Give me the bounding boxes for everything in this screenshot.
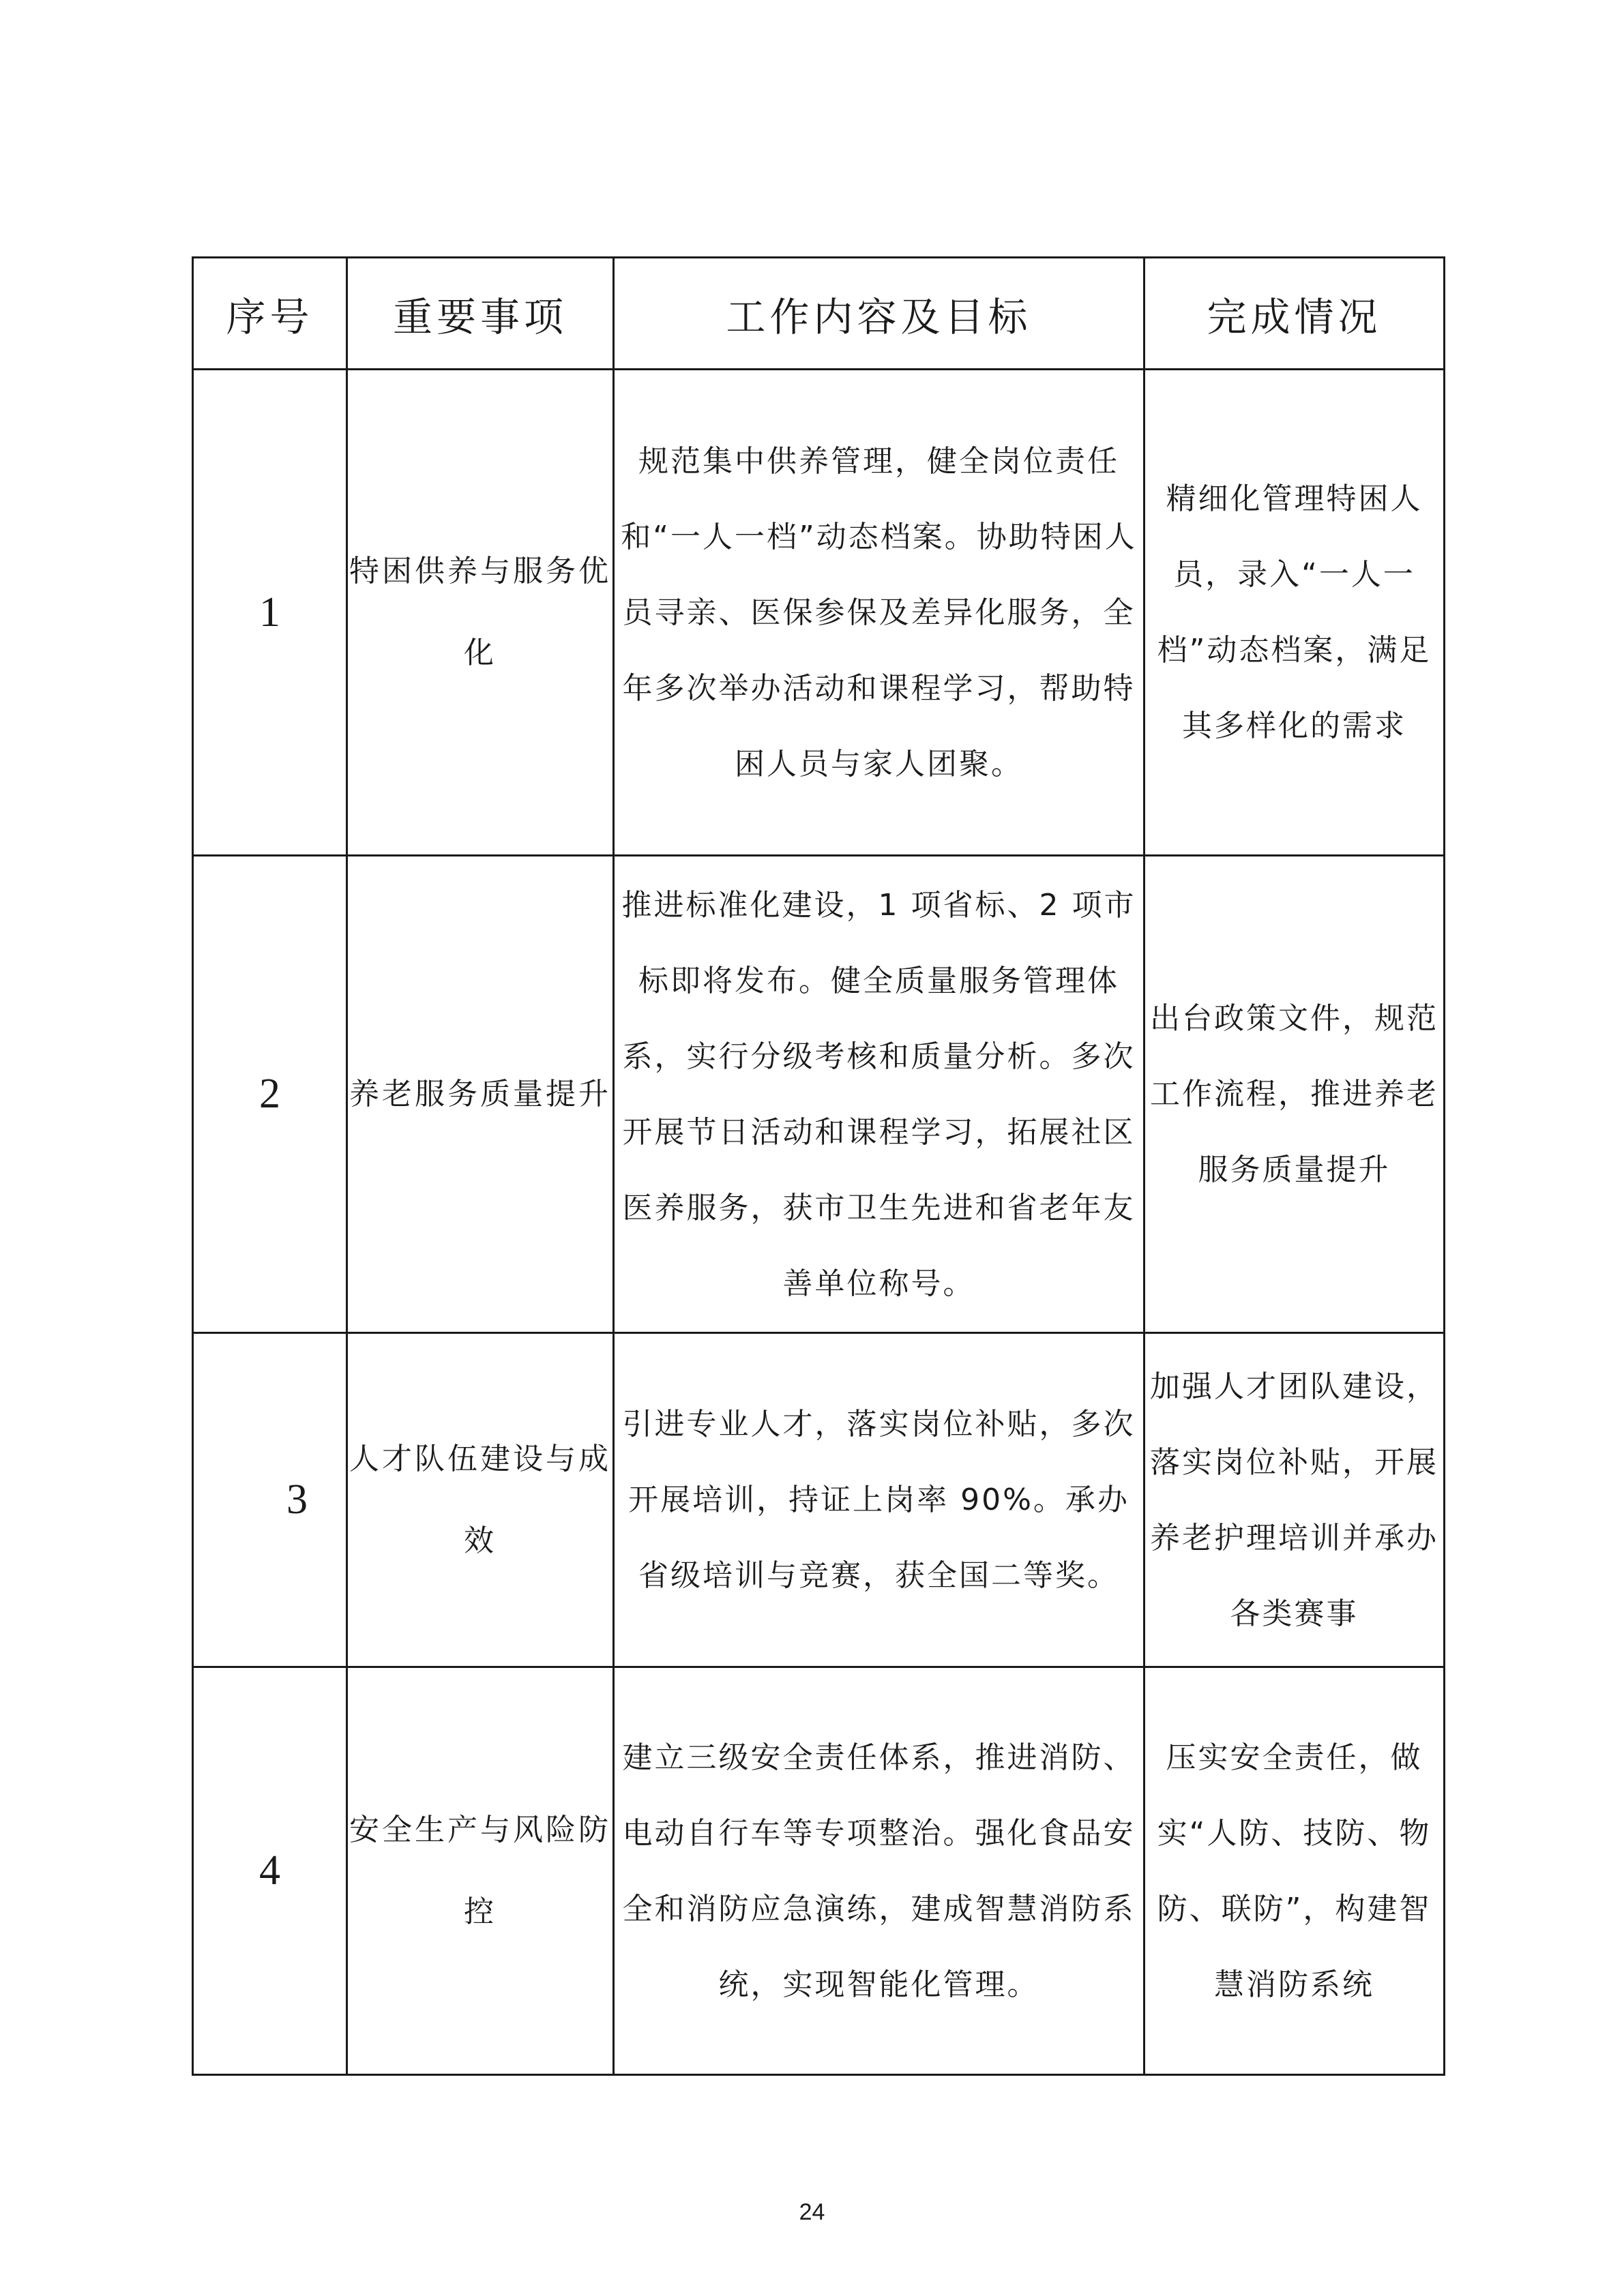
header-item: 重要事项 xyxy=(347,258,614,370)
table-row xyxy=(193,1667,1445,2075)
row-number-text: 2 xyxy=(259,1071,280,1117)
row-number xyxy=(193,1333,347,1667)
row-status: 出台政策文件，规范工作流程，推进养老服务质量提升 xyxy=(1145,856,1445,1333)
table-row xyxy=(193,1333,1445,1667)
row-number xyxy=(193,856,347,1333)
work-summary-table xyxy=(192,256,1445,2076)
page-number: 24 xyxy=(799,2199,825,2225)
row-item: 养老服务质量提升 xyxy=(347,856,614,1333)
row-content: 引进专业人才，落实岗位补贴，多次开展培训，持证上岗率 90%。承办省级培训与竞赛，获全国二等奖。 xyxy=(614,1333,1145,1667)
table-row xyxy=(193,370,1445,856)
header-number: 序号 xyxy=(193,258,347,370)
row-item: 安全生产与风险防控 xyxy=(347,1667,614,2075)
row-number-text: 4 xyxy=(259,1847,280,1894)
row-number xyxy=(193,370,347,856)
row-number-text: 1 xyxy=(259,588,280,636)
row-content: 规范集中供养管理，健全岗位责任和“一人一档”动态档案。协助特困人员寻亲、医保参保及差异化服务，全年多次举办活动和课程学习，帮助特困人员与家人团聚。 xyxy=(614,370,1145,856)
row-content: 建立三级安全责任体系，推进消防、电动自行车等专项整治。强化食品安全和消防应急演练，建成智慧消防系统，实现智能化管理。 xyxy=(614,1667,1145,2075)
row-content: 推进标准化建设，1 项省标、2 项市标即将发布。健全质量服务管理体系，实行分级考核和质量分析。多次开展节日活动和课程学习，拓展社区医养服务，获市卫生先进和省老年友善单位称号。 xyxy=(614,856,1145,1333)
row-status: 精细化管理特困人员，录入“一人一档”动态档案，满足其多样化的需求 xyxy=(1145,370,1445,856)
header-content: 工作内容及目标 xyxy=(614,258,1145,370)
table-row xyxy=(193,856,1445,1333)
row-number-text: 3 xyxy=(286,1476,308,1523)
row-number xyxy=(193,1667,347,2075)
row-item: 人才队伍建设与成效 xyxy=(347,1333,614,1667)
row-item: 特困供养与服务优化 xyxy=(347,370,614,856)
table-header-row xyxy=(193,258,1445,370)
row-status: 压实安全责任，做实“人防、技防、物防、联防”，构建智慧消防系统 xyxy=(1145,1667,1445,2075)
row-status: 加强人才团队建设，落实岗位补贴，开展养老护理培训并承办各类赛事 xyxy=(1145,1333,1445,1667)
header-status: 完成情况 xyxy=(1145,258,1445,370)
